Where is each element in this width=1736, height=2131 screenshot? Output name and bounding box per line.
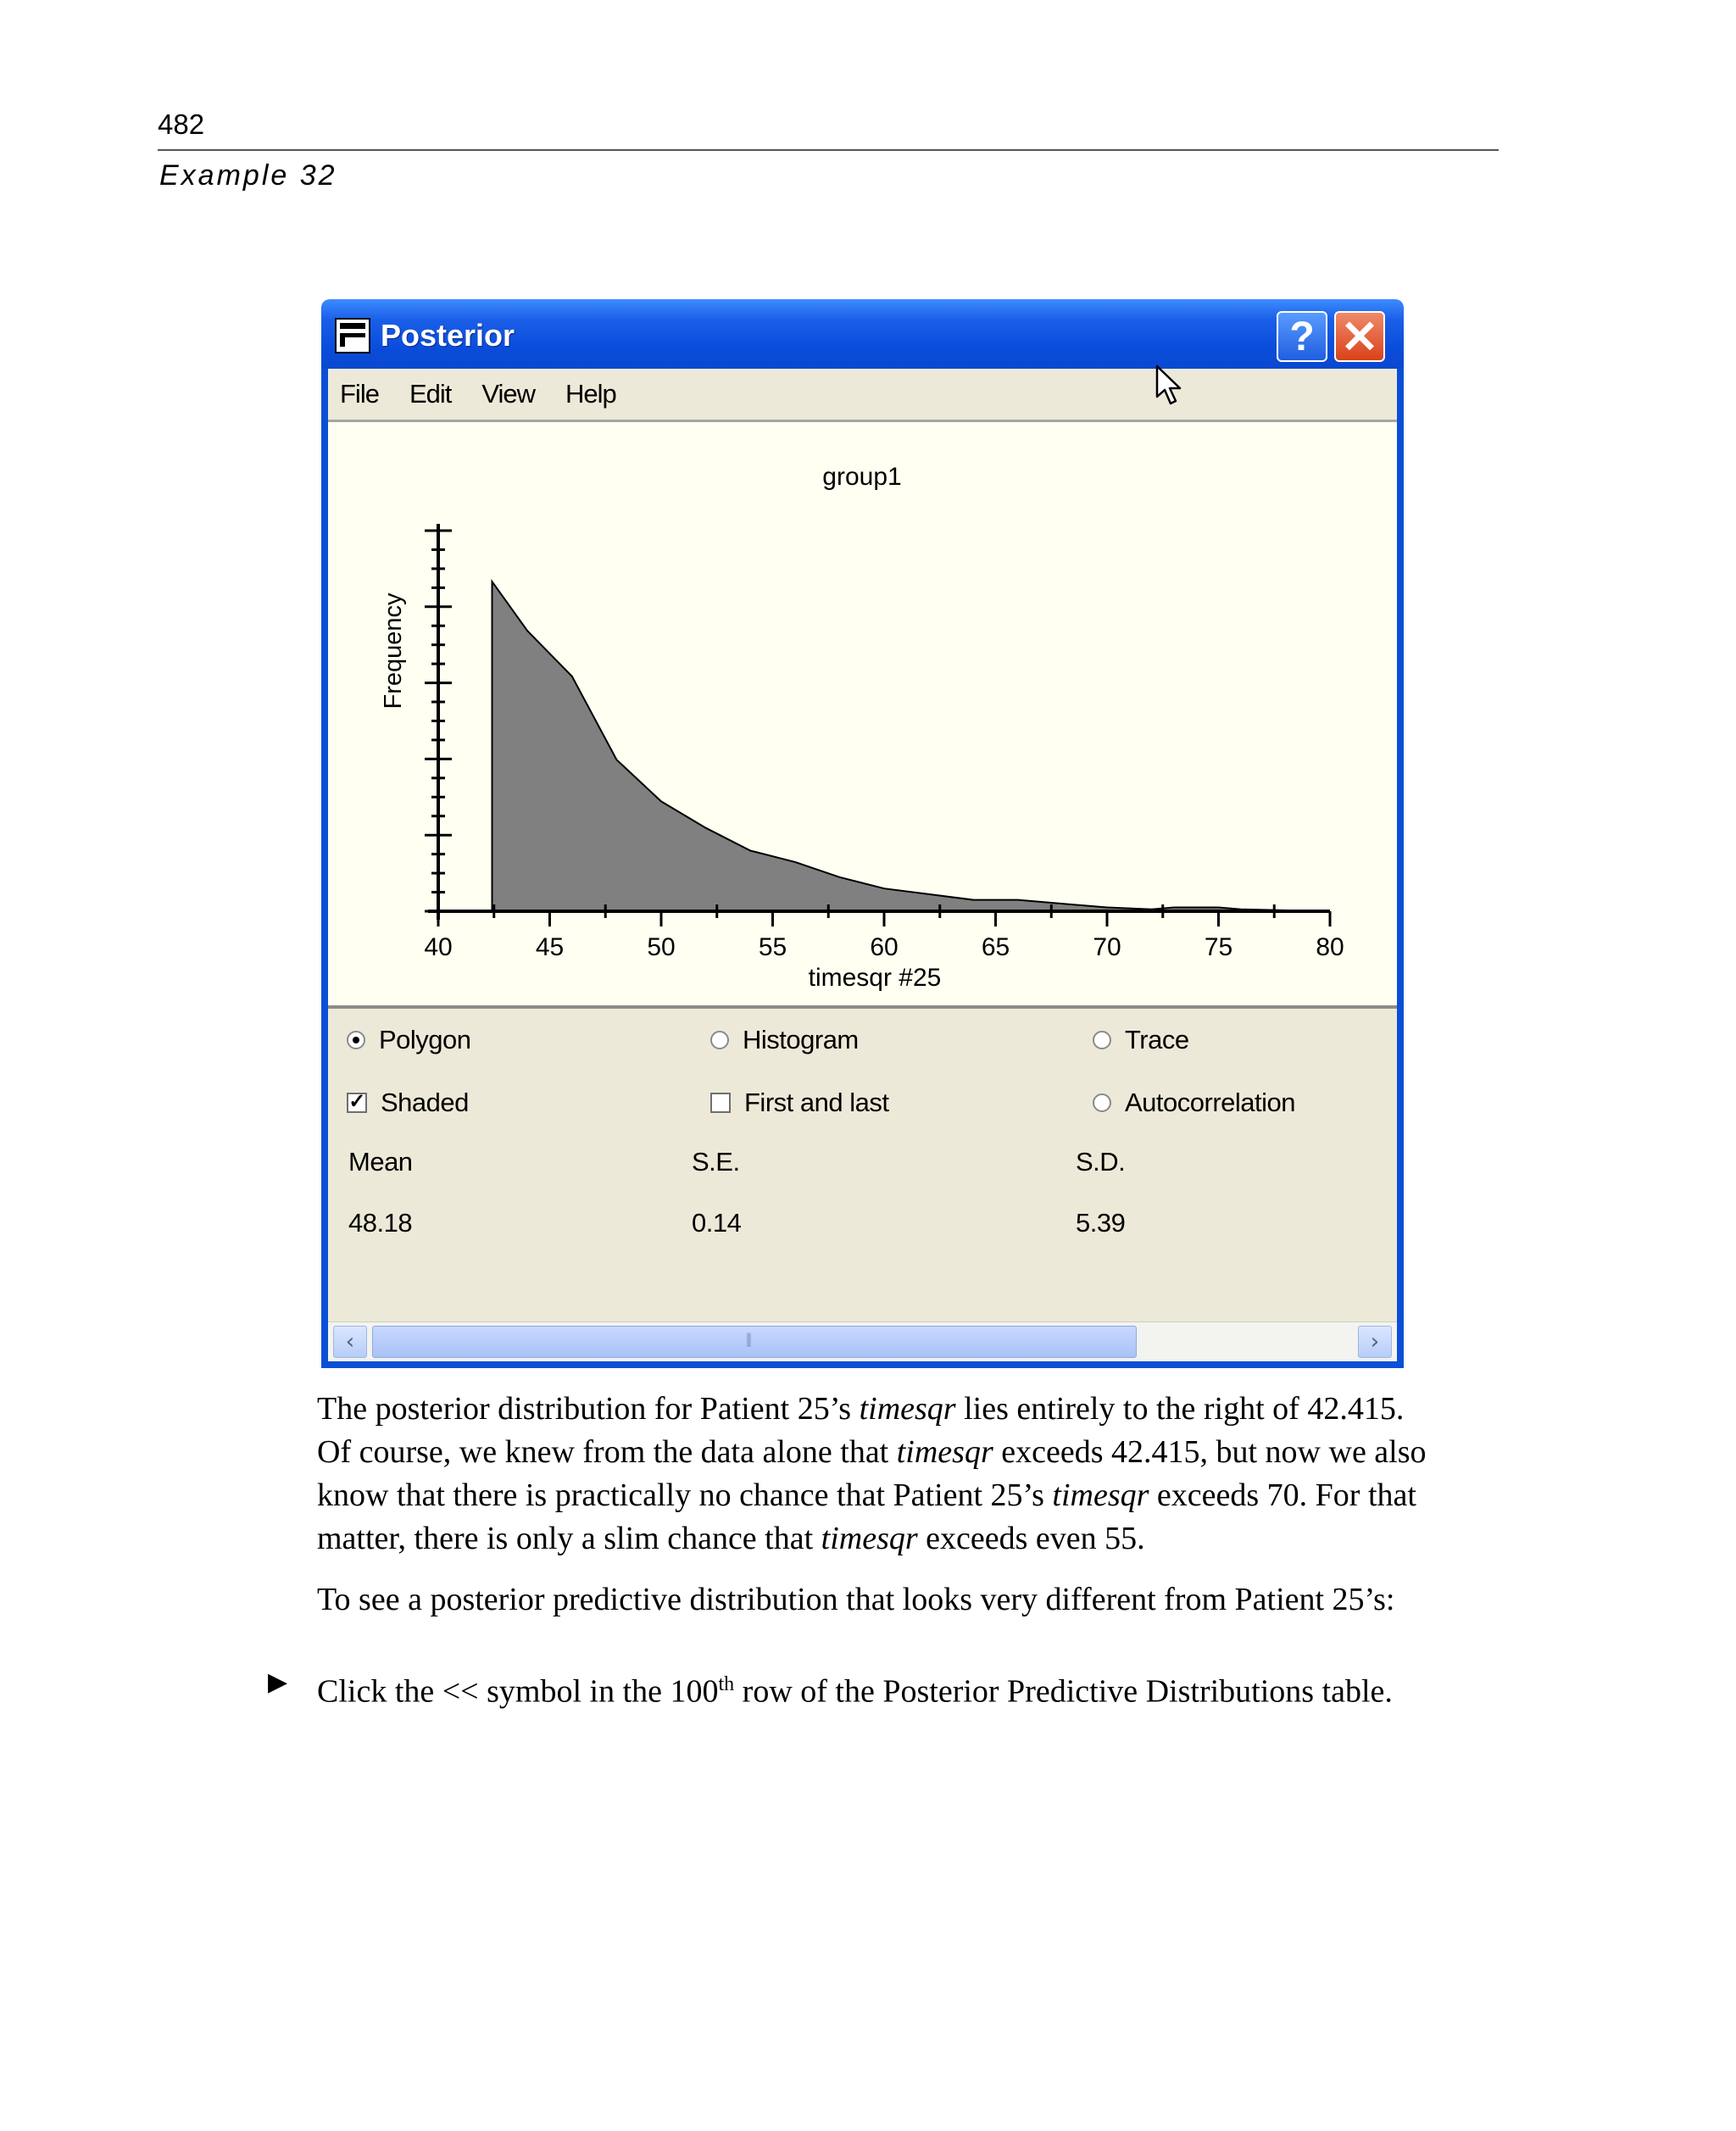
header-rule xyxy=(158,149,1499,151)
menu-edit[interactable]: Edit xyxy=(409,379,452,409)
text-run: lies entirely to the right of 42.415. xyxy=(955,1391,1405,1427)
polygon-label: Polygon xyxy=(379,1025,471,1054)
y-axis-label: Frequency xyxy=(380,593,407,709)
variable-name: timesqr xyxy=(896,1434,993,1470)
trace-radio[interactable] xyxy=(1093,1031,1111,1049)
title-bar[interactable] xyxy=(321,299,1404,369)
variable-name: timesqr xyxy=(859,1391,956,1427)
scroll-right-button[interactable] xyxy=(1358,1326,1392,1358)
close-button[interactable]: ✕ xyxy=(1334,311,1385,362)
se-value: 0.14 xyxy=(692,1208,742,1238)
menu-bar xyxy=(328,369,1397,422)
shaded-option[interactable] xyxy=(347,1088,469,1118)
text-run: know that there is practically no chance that Patient 25’s xyxy=(317,1477,1053,1513)
window-title: Posterior xyxy=(381,318,515,353)
paragraph-line xyxy=(317,1388,1504,1431)
mouse-cursor-icon xyxy=(1155,364,1184,409)
variable-name: timesqr xyxy=(1052,1477,1149,1513)
text-run: Of course, we knew from the data alone that xyxy=(317,1434,897,1470)
x-axis-label: timesqr #25 xyxy=(808,964,942,992)
section-title: Example 32 xyxy=(159,159,337,192)
sd-label: S.D. xyxy=(1076,1147,1126,1177)
window-client-area xyxy=(328,369,1397,1361)
menu-view[interactable]: View xyxy=(481,379,536,409)
display-options xyxy=(328,1009,1397,1314)
text-run: matter, there is only a slim chance that xyxy=(317,1521,821,1556)
trace-option[interactable] xyxy=(1093,1025,1189,1055)
scroll-thumb[interactable] xyxy=(372,1326,1137,1358)
first-and-last-checkbox[interactable] xyxy=(710,1093,731,1113)
text-run: row of the Posterior Predictive Distributions table. xyxy=(734,1673,1393,1710)
x-tick-label: 45 xyxy=(535,933,565,961)
paragraph-line xyxy=(317,1474,1504,1517)
x-tick-label: 60 xyxy=(870,933,899,961)
variable-name: timesqr xyxy=(821,1521,918,1556)
page-number: 482 xyxy=(158,108,205,140)
menu-file[interactable]: File xyxy=(340,379,379,409)
x-tick-label: 80 xyxy=(1316,933,1344,961)
autocorrelation-option[interactable] xyxy=(1093,1088,1295,1118)
mean-label: Mean xyxy=(348,1147,413,1177)
density-area-series-0 xyxy=(492,581,1331,911)
posterior-chart xyxy=(328,422,1397,1005)
x-tick-label: 70 xyxy=(1093,933,1121,961)
se-label: S.E. xyxy=(692,1147,740,1177)
x-tick-label: 50 xyxy=(647,933,676,961)
superscript: th xyxy=(718,1673,735,1695)
mean-value: 48.18 xyxy=(348,1208,413,1238)
help-button[interactable]: ? xyxy=(1277,311,1327,362)
text-run: exceeds 70. For that xyxy=(1149,1477,1416,1513)
chart-title: group1 xyxy=(822,463,902,491)
x-tick-label: 55 xyxy=(758,933,787,961)
paragraph-line xyxy=(317,1517,1504,1561)
plot-area xyxy=(328,422,1397,1009)
shaded-checkbox[interactable]: ✓ xyxy=(347,1093,367,1113)
paragraph-line xyxy=(317,1431,1504,1474)
histogram-radio[interactable] xyxy=(710,1031,729,1049)
text-run: exceeds 42.415, but now we also xyxy=(993,1434,1427,1470)
posterior-window xyxy=(321,299,1404,1368)
menu-help[interactable]: Help xyxy=(565,379,616,409)
chevron-left-icon: ‹ xyxy=(345,1329,355,1355)
window-app-icon[interactable] xyxy=(335,318,370,353)
trace-label: Trace xyxy=(1125,1025,1189,1054)
histogram-option[interactable] xyxy=(710,1025,859,1055)
histogram-label: Histogram xyxy=(743,1025,859,1054)
horizontal-scrollbar[interactable] xyxy=(328,1321,1397,1361)
autocorrelation-radio[interactable] xyxy=(1093,1093,1111,1112)
text-run: Click the << symbol in the 100 xyxy=(317,1673,719,1710)
text-run: exceeds even 55. xyxy=(917,1521,1145,1556)
bullet-arrow-icon: ▶ xyxy=(268,1667,288,1697)
sd-value: 5.39 xyxy=(1076,1208,1126,1238)
x-tick-label: 75 xyxy=(1204,933,1233,961)
first-and-last-option[interactable] xyxy=(710,1088,888,1118)
shaded-label: Shaded xyxy=(381,1088,469,1117)
polygon-radio[interactable] xyxy=(347,1031,365,1049)
x-tick-label: 40 xyxy=(424,933,453,961)
x-tick-label: 65 xyxy=(981,933,1010,961)
autocorrelation-label: Autocorrelation xyxy=(1125,1088,1296,1117)
paragraph-posterior xyxy=(317,1388,1504,1561)
paragraph-instruction: To see a posterior predictive distribution that looks very different from Patient 25’s: xyxy=(317,1582,1395,1617)
polygon-option[interactable] xyxy=(347,1025,471,1055)
bullet-step xyxy=(317,1663,1504,1714)
first-and-last-label: First and last xyxy=(744,1088,889,1117)
chevron-right-icon: › xyxy=(1370,1329,1380,1355)
scroll-left-button[interactable] xyxy=(333,1326,367,1358)
text-run: The posterior distribution for Patient 25’s xyxy=(317,1391,860,1427)
